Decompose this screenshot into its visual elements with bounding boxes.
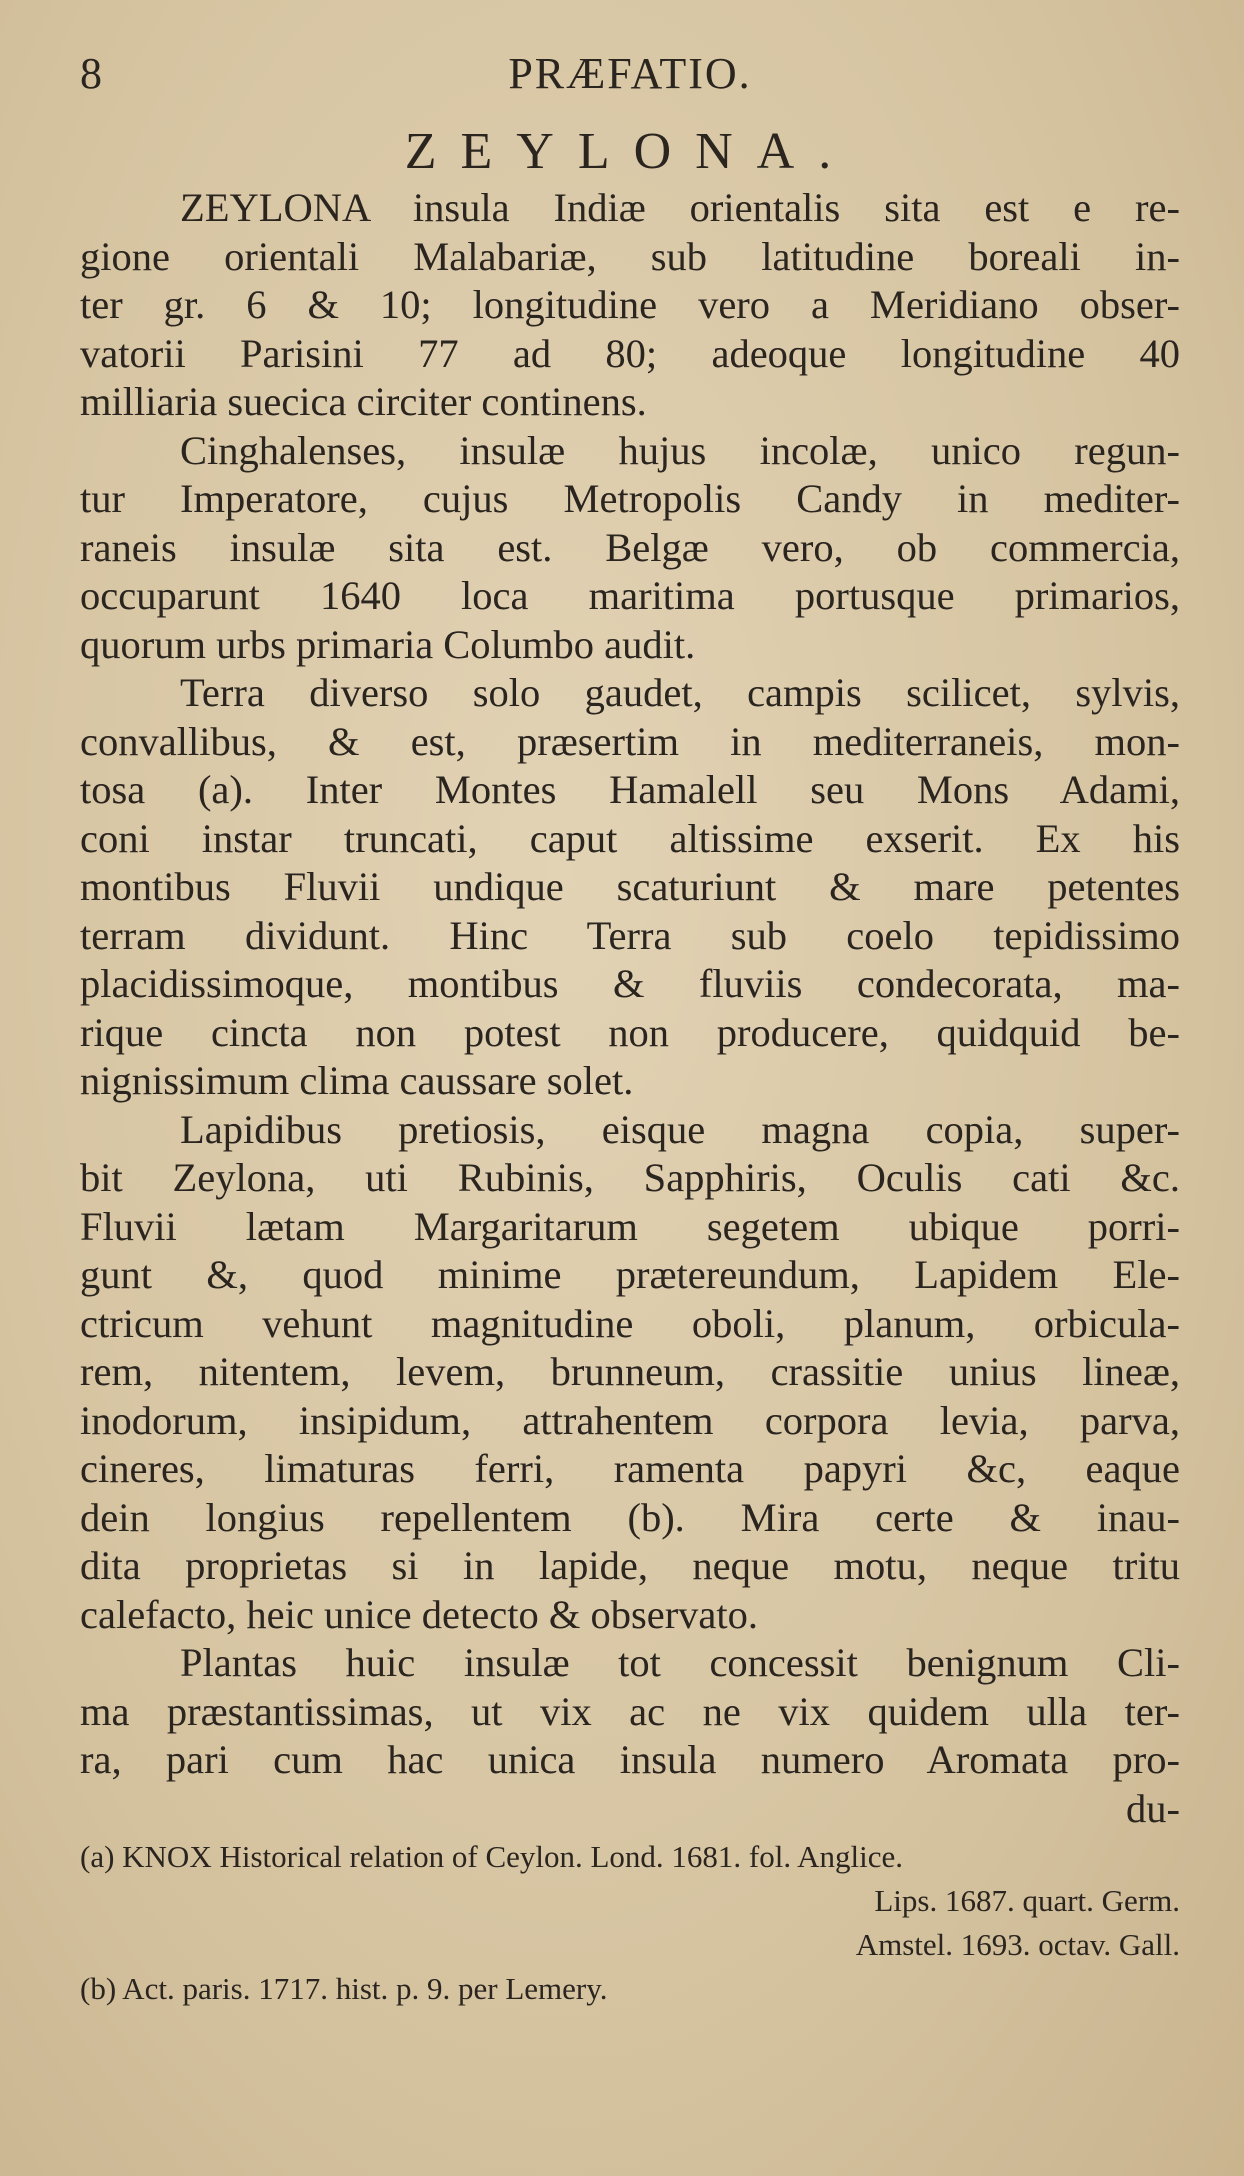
footnote-a-continuation: Amstel. 1693. octav. Gall.	[855, 1927, 1180, 1962]
text-line: raneis insulæ sita est. Belgæ vero, ob commercia,	[80, 524, 1180, 570]
text-line: Lapidibus pretiosis, eisque magna copia, super-	[180, 1106, 1180, 1152]
running-title: PRÆFATIO.	[508, 49, 752, 98]
text-line: Plantas huic insulæ tot concessit benignum Cli-	[180, 1640, 1180, 1685]
text-line: dein longius repellentem (b). Mira certe & inau-	[80, 1494, 1180, 1540]
text-line: tosa (a). Inter Montes Hamalell seu Mons Adami,	[80, 767, 1180, 812]
text-line: ma præstantissimas, ut vix ac ne vix quidem ulla ter-	[80, 1688, 1180, 1734]
text-line: coni instar truncati, caput altissime exserit. Ex his	[80, 815, 1180, 861]
text-line: Terra diverso solo gaudet, campis scilicet, sylvis,	[180, 670, 1180, 715]
text-line: Cinghalenses, insulæ hujus incolæ, unico regun-	[180, 427, 1180, 473]
text-line: montibus Fluvii undique scaturiunt & mare petentes	[80, 864, 1180, 909]
text-line: dita proprietas si in lapide, neque motu, neque tritu	[80, 1543, 1180, 1588]
paragraph-stones	[80, 1106, 1180, 1640]
text-line: quorum urbs primaria Columbo audit.	[80, 621, 696, 667]
catchword: du-	[1126, 1785, 1180, 1831]
text-line: tur Imperatore, cujus Metropolis Candy in mediter-	[80, 476, 1180, 521]
section-title: ZEYLONA.	[404, 123, 856, 180]
text-line: gunt &, quod minime prætereundum, Lapidem Ele-	[80, 1252, 1180, 1297]
text-line: inodorum, insipidum, attrahentem corpora levia, parva,	[80, 1397, 1180, 1443]
text-line: nignissimum clima caussare solet.	[80, 1058, 634, 1103]
text-line: rique cincta non potest non producere, quidquid be-	[80, 1009, 1180, 1055]
running-head	[80, 48, 1180, 108]
text-line: vatorii Parisini 77 ad 80; adeoque longitudine 40	[80, 330, 1180, 376]
footnote-a-continuation: Lips. 1687. quart. Germ.	[874, 1883, 1180, 1918]
text-line: ter gr. 6 & 10; longitudine vero a Meridiano obser-	[80, 282, 1180, 327]
text-line: rem, nitentem, levem, brunneum, crassitie unius lineæ,	[80, 1349, 1180, 1394]
text-line: Fluvii lætam Margaritarum segetem ubique porri-	[80, 1203, 1180, 1249]
text-line: calefacto, heic unice detecto & observato.	[80, 1591, 759, 1637]
text-line: milliaria suecica circiter continens.	[80, 379, 647, 424]
paragraph-inhabitants	[80, 427, 1180, 670]
page-number: 8	[80, 49, 102, 98]
paragraph-plants	[80, 1639, 1180, 1833]
paragraph-location	[80, 184, 1180, 427]
footnotes	[80, 1835, 1180, 2011]
footnote-a: (a) KNOX Historical relation of Ceylon. Lond. 1681. fol. Anglice.	[80, 1839, 904, 1874]
text-line: terram dividunt. Hinc Terra sub coelo tepidissimo	[80, 912, 1180, 958]
text-line: convallibus, & est, præsertim in mediterraneis, mon-	[80, 718, 1180, 764]
text-block	[80, 48, 1180, 2011]
text-line: ctricum vehunt magnitudine oboli, planum, orbicula-	[80, 1300, 1180, 1346]
text-line: bit Zeylona, uti Rubinis, Sapphiris, Oculis cati &c.	[80, 1155, 1180, 1200]
footnote-b: (b) Act. paris. 1717. hist. p. 9. per Lemery.	[80, 1971, 608, 2006]
text-line: cineres, limaturas ferri, ramenta papyri &c, eaque	[80, 1446, 1180, 1491]
text-line: ZEYLONA insula Indiæ orientalis sita est e re-	[180, 185, 1180, 230]
text-line: ra, pari cum hac unica insula numero Aromata pro-	[80, 1737, 1180, 1782]
text-line: occuparunt 1640 loca maritima portusque primarios,	[80, 573, 1180, 618]
text-line: placidissimoque, montibus & fluviis condecorata, ma-	[80, 961, 1180, 1006]
paragraph-terrain	[80, 669, 1180, 1106]
text-line: gione orientali Malabariæ, sub latitudine boreali in-	[80, 233, 1180, 279]
